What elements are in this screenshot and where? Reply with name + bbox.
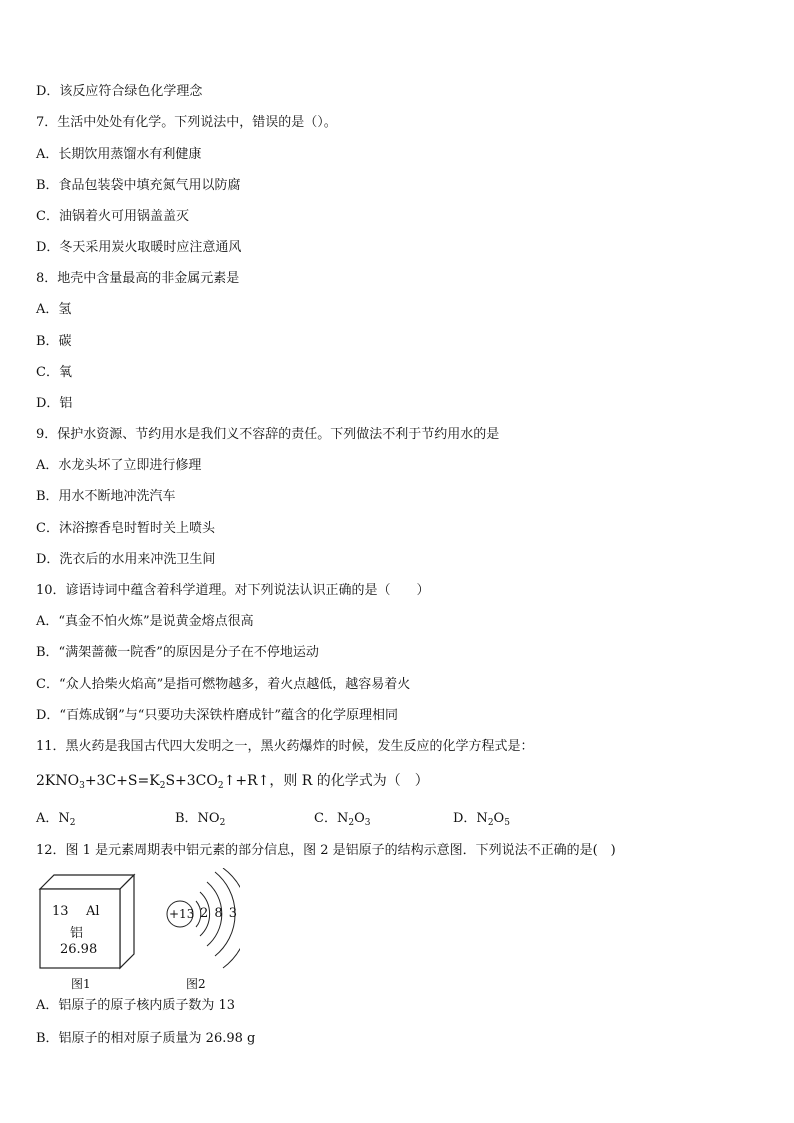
q11-option-d: D．$N_2O_5$ <box>453 811 510 828</box>
element-atomic-mass: 26.98 <box>60 942 98 957</box>
element-name: 铝 <box>70 926 84 941</box>
figure-2-atom-diagram <box>160 868 240 978</box>
q9-option-c: C．沐浴擦香皂时暂时关上喷头 <box>36 521 215 536</box>
q7-option-a: A．长期饮用蒸馏水有利健康 <box>36 147 202 162</box>
element-atomic-number: 13 <box>52 904 69 919</box>
q11-stem: 11．黑火药是我国古代四大发明之一，黑火药爆炸的时候，发生反应的化学方程式是： <box>36 739 534 754</box>
q10-option-a: A．“真金不怕火炼”是说黄金熔点很高 <box>36 614 254 629</box>
q9-option-a: A．水龙头坏了立即进行修理 <box>36 458 202 473</box>
q12-stem: 12．图 1 是元素周期表中铝元素的部分信息，图 2 是铝原子的结构示意图．下列说法不正确的是( ) <box>36 843 616 858</box>
q11-option-b: B．$NO_2$ <box>175 811 226 828</box>
cube-outline <box>38 872 138 972</box>
q12-option-a: A．铝原子的原子核内质子数为 13 <box>36 998 236 1013</box>
q11-equation: $2KNO_3+3C+S=K_2S+3CO_2↑+R↑$，则 R 的化学式为（ ） <box>36 773 429 791</box>
electron-counts: 2 8 3 <box>200 906 239 921</box>
electron-shells-diagram <box>160 868 240 978</box>
q9-stem: 9．保护水资源、节约用水是我们义不容辞的责任。下列做法不利于节约用水的是 <box>36 427 500 442</box>
q7-option-d: D．冬天采用炭火取暖时应注意通风 <box>36 240 242 255</box>
q8-option-a: A．氢 <box>36 302 72 317</box>
q8-option-b: B．碳 <box>36 334 72 349</box>
q10-option-b: B．“满架蔷薇一院香”的原因是分子在不停地运动 <box>36 645 319 660</box>
q7-option-b: B．食品包装袋中填充氮气用以防腐 <box>36 178 241 193</box>
q7-stem: 7．生活中处处有化学。下列说法中，错误的是（）。 <box>36 115 337 130</box>
q9-option-d: D．洗衣后的水用来冲洗卫生间 <box>36 552 216 567</box>
q8-stem: 8．地壳中含量最高的非金属元素是 <box>36 271 240 286</box>
line-d-green: D．该反应符合绿色化学理念 <box>36 84 203 99</box>
q11-option-a: A．$N_2$ <box>36 811 76 828</box>
q10-option-d: D．“百炼成钢”与“只要功夫深铁杵磨成针”蕴含的化学原理相同 <box>36 708 399 723</box>
q12-option-b: B．铝原子的相对原子质量为 26.98 g <box>36 1031 256 1046</box>
figure-1-caption: 图1 <box>71 977 91 991</box>
q9-option-b: B．用水不断地冲洗汽车 <box>36 489 176 504</box>
q10-option-c: C．“众人拾柴火焰高”是指可燃物越多，着火点越低，越容易着火 <box>36 677 411 692</box>
nucleus-charge: +13 <box>169 907 195 921</box>
q8-option-d: D．铝 <box>36 396 73 411</box>
element-symbol: Al <box>86 904 100 919</box>
q7-option-c: C．油锅着火可用锅盖盖灭 <box>36 209 189 224</box>
q11-option-c: C．$N_2O_3$ <box>314 811 371 828</box>
q8-option-c: C．氧 <box>36 365 72 380</box>
figure-2-caption: 图2 <box>186 977 206 991</box>
q10-stem: 10．谚语诗词中蕴含着科学道理。对下列说法认识正确的是（ ） <box>36 583 430 598</box>
figure-1-element-cube <box>38 872 138 972</box>
